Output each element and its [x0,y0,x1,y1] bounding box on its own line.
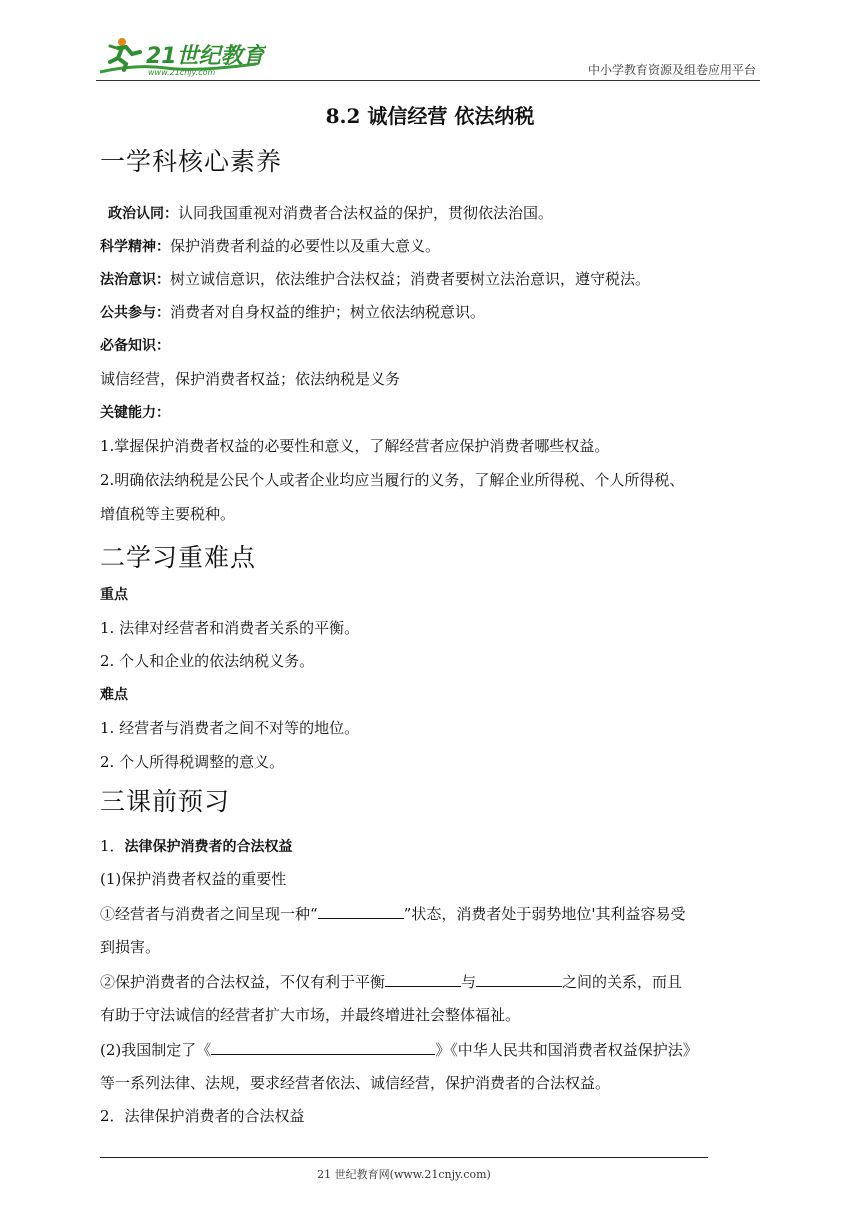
runner-logo-icon [96,34,266,78]
page-header [96,34,760,80]
knowledge-label: 必备知识： [100,338,170,354]
key-label: 重点 [100,587,128,603]
question-1-sub: (1)保护消费者权益的重要性 [100,870,287,888]
section-heading-core-literacy: 一学科核心素养 [100,147,283,176]
footer-divider [100,1157,708,1158]
section-heading-preview: 三课前预习 [100,787,231,816]
site-logo[interactable] [96,34,266,78]
question-1-a: ①经营者与消费者之间呈现一种“ ”状态，消费者处于弱势地位'其利益容易受 [100,905,686,923]
logo-text: 21世纪教育 [146,44,265,69]
page-title: 8.2 诚信经营 依法纳税 [325,104,535,128]
fill-blank-4[interactable] [211,1039,435,1055]
section-heading-key-points: 二学习重难点 [100,543,257,572]
question-1-c-cont: 等一系列法律、法规，要求经营者依法、诚信经营，保护消费者的合法权益。 [100,1074,611,1092]
ability-item-2-cont: 增值税等主要税种。 [100,505,236,523]
key-item-2: 2. 个人和企业的依法纳税义务。 [100,652,315,670]
fill-blank-3[interactable] [476,971,562,987]
ability-item-1: 1.掌握保护消费者权益的必要性和意义，了解经营者应保护消费者哪些权益。 [100,437,610,455]
literacy-item-political: 政治认同：认同我国重视对消费者合法权益的保护，贯彻依法治国。 [108,204,554,222]
site-tagline: 中小学教育资源及组卷应用平台 [587,63,756,77]
logo-url: www.21cnjy.com [148,68,216,77]
question-1-b: ②保护消费者的合法权益，不仅有利于平衡 与 之间的关系，而且 [100,973,683,991]
literacy-item-science: 科学精神：保护消费者利益的必要性以及重大意义。 [100,237,441,255]
ability-label: 关键能力： [100,405,170,421]
knowledge-text: 诚信经营，保护消费者权益；依法纳税是义务 [100,370,401,388]
key-item-1: 1. 法律对经营者和消费者关系的平衡。 [100,619,360,637]
header-divider [96,80,760,81]
difficulty-label: 难点 [100,687,128,703]
footer-link[interactable]: 21 世纪教育网(www.21cnjy.com) [317,1168,491,1181]
difficulty-item-2: 2. 个人所得税调整的意义。 [100,753,285,771]
question-1-c: (2)我国制定了《 》《中华人民共和国消费者权益保护法》 [100,1041,698,1059]
question-1-a-cont: 到损害。 [100,938,161,956]
fill-blank-1[interactable] [318,903,404,919]
difficulty-item-1: 1. 经营者与消费者之间不对等的地位。 [100,719,360,737]
question-1-title: 1．法律保护消费者的合法权益 [100,837,293,855]
question-2-title: 2．法律保护消费者的合法权益 [100,1107,305,1125]
question-1-b-cont: 有助于守法诚信的经营者扩大市场，并最终增进社会整体福祉。 [100,1006,521,1024]
literacy-item-law: 法治意识：树立诚信意识，依法维护合法权益；消费者要树立法治意识，遵守税法。 [100,270,651,288]
literacy-item-participation: 公共参与：消费者对自身权益的维护；树立依法纳税意识。 [100,303,486,321]
ability-item-2: 2.明确依法纳税是公民个人或者企业均应当履行的义务，了解企业所得税、个人所得税、 [100,471,685,489]
fill-blank-2[interactable] [385,971,461,987]
